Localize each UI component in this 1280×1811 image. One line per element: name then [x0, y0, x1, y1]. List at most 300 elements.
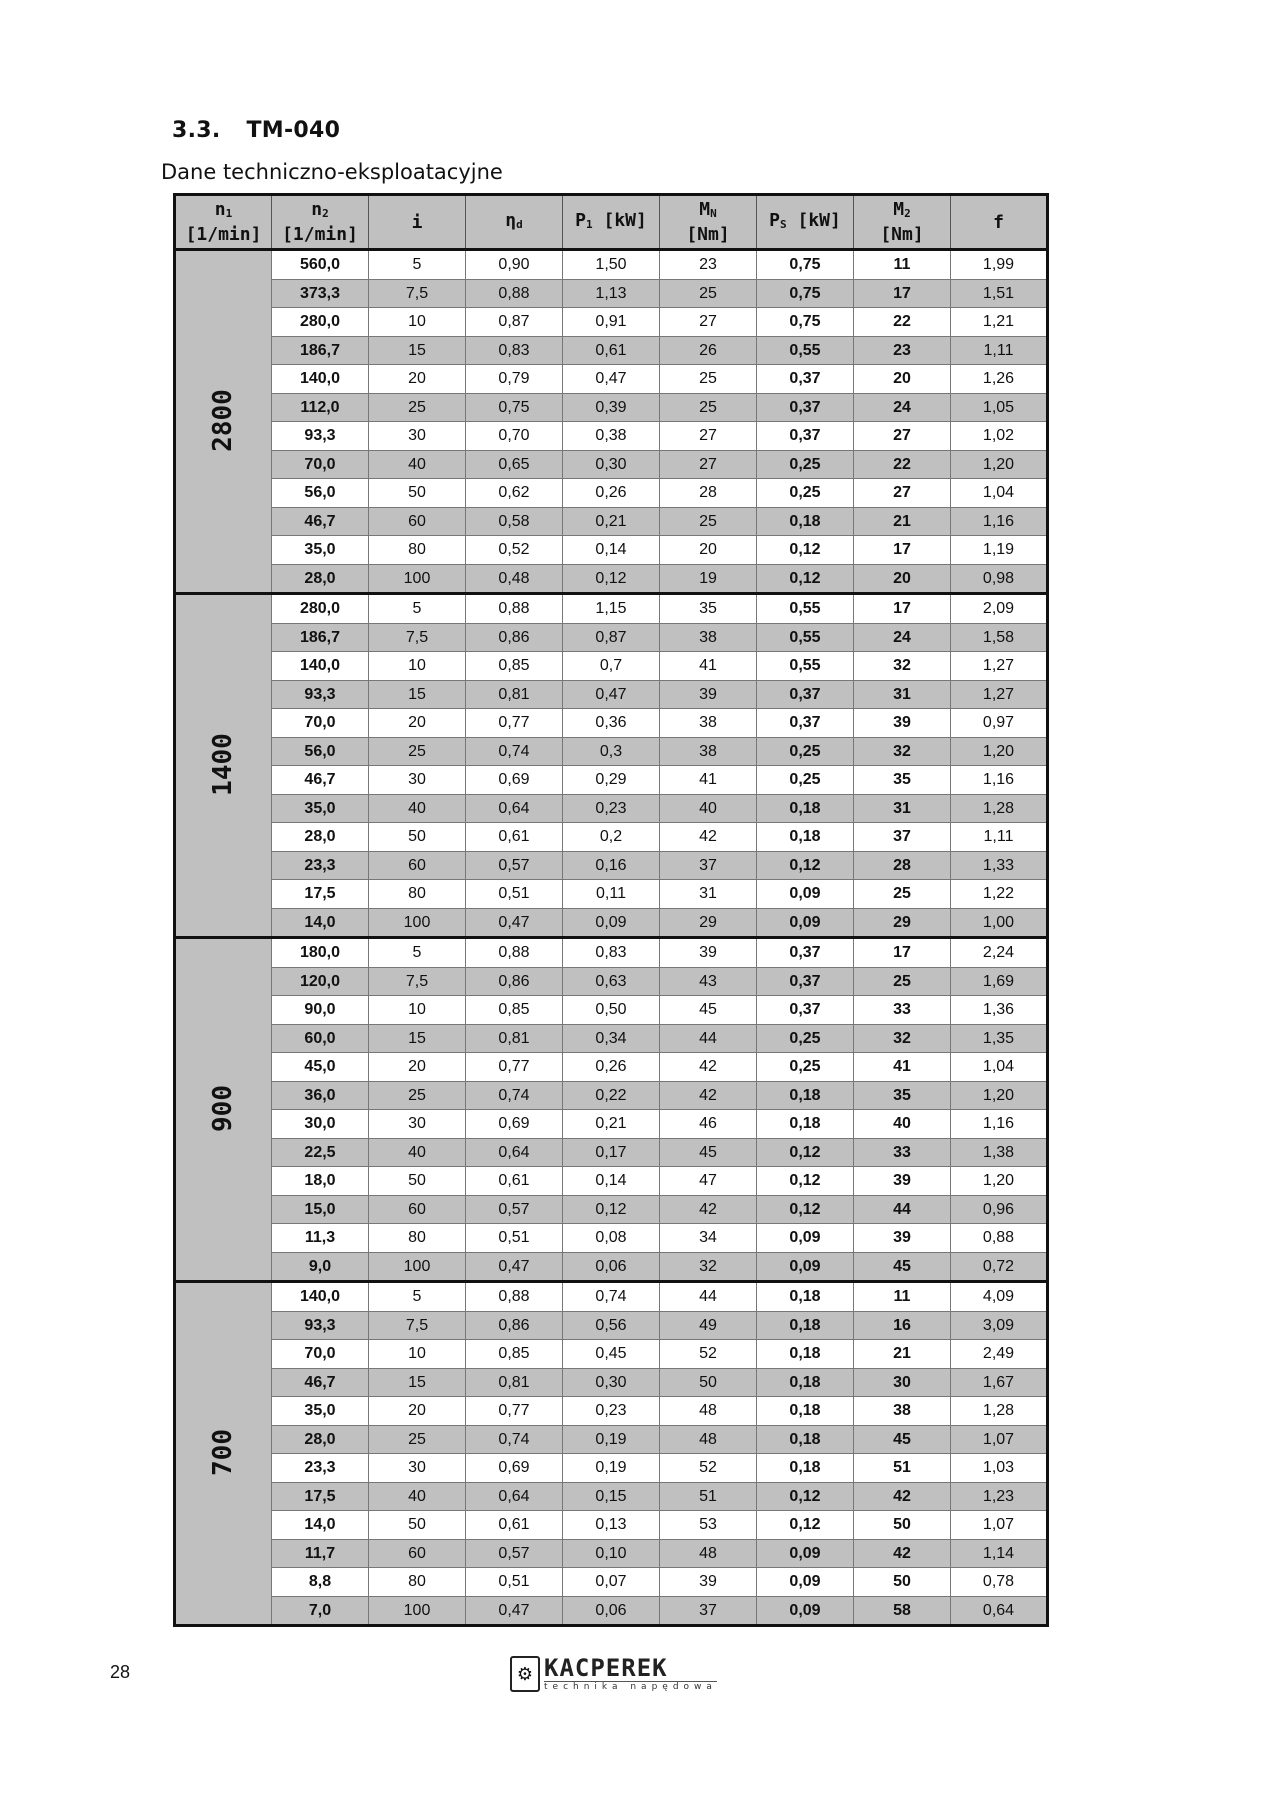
- table-cell: 0,12: [757, 1138, 854, 1167]
- table-cell: 51: [660, 1482, 757, 1511]
- table-cell: 0,37: [757, 365, 854, 394]
- table-cell: 0,97: [951, 709, 1048, 738]
- table-cell: 35,0: [272, 1397, 369, 1426]
- table-row: [175, 967, 1048, 996]
- table-cell: 0,06: [563, 1252, 660, 1282]
- table-cell: 1,14: [951, 1539, 1048, 1568]
- table-cell: 1,58: [951, 623, 1048, 652]
- table-cell: 17,5: [272, 1482, 369, 1511]
- table-cell: 0,26: [563, 1053, 660, 1082]
- table-cell: 0,17: [563, 1138, 660, 1167]
- table-cell: 0,55: [757, 594, 854, 624]
- table-cell: 52: [660, 1454, 757, 1483]
- table-cell: 0,09: [563, 908, 660, 938]
- table-cell: 37: [854, 823, 951, 852]
- table-cell: 28,0: [272, 564, 369, 594]
- table-cell: 23,3: [272, 1454, 369, 1483]
- table-cell: 40: [660, 794, 757, 823]
- table-cell: 0,77: [466, 709, 563, 738]
- table-cell: 120,0: [272, 967, 369, 996]
- table-cell: 140,0: [272, 652, 369, 681]
- table-cell: 0,12: [757, 536, 854, 565]
- table-cell: 46,7: [272, 507, 369, 536]
- table-row: [175, 1340, 1048, 1369]
- table-cell: 20: [854, 365, 951, 394]
- table-cell: 0,12: [757, 564, 854, 594]
- table-cell: 44: [660, 1282, 757, 1312]
- table-cell: 60: [369, 851, 466, 880]
- table-cell: 22,5: [272, 1138, 369, 1167]
- table-cell: 1,20: [951, 1167, 1048, 1196]
- table-cell: 560,0: [272, 250, 369, 280]
- table-cell: 60: [369, 507, 466, 536]
- table-cell: 1,19: [951, 536, 1048, 565]
- table-cell: 1,02: [951, 422, 1048, 451]
- table-cell: 0,12: [757, 1167, 854, 1196]
- table-cell: 29: [854, 908, 951, 938]
- table-cell: 0,74: [466, 737, 563, 766]
- table-cell: 0,86: [466, 967, 563, 996]
- table-cell: 0,77: [466, 1397, 563, 1426]
- input-speed-group: 900: [175, 938, 272, 1282]
- table-row: [175, 1397, 1048, 1426]
- table-cell: 0,75: [466, 393, 563, 422]
- table-cell: 100: [369, 1596, 466, 1626]
- table-cell: 1,15: [563, 594, 660, 624]
- table-cell: 0,88: [466, 1282, 563, 1312]
- table-cell: 1,33: [951, 851, 1048, 880]
- table-cell: 60: [369, 1539, 466, 1568]
- table-cell: 0,83: [563, 938, 660, 968]
- table-row: [175, 308, 1048, 337]
- table-cell: 7,5: [369, 1311, 466, 1340]
- table-header-row: [175, 195, 1048, 250]
- table-cell: 1,69: [951, 967, 1048, 996]
- table-cell: 31: [660, 880, 757, 909]
- table-cell: 93,3: [272, 1311, 369, 1340]
- column-header: i: [369, 195, 466, 250]
- table-cell: 0,74: [563, 1282, 660, 1312]
- table-cell: 0,08: [563, 1224, 660, 1253]
- table-row: [175, 1138, 1048, 1167]
- table-cell: 34: [660, 1224, 757, 1253]
- table-cell: 4,09: [951, 1282, 1048, 1312]
- table-cell: 25: [369, 1081, 466, 1110]
- table-cell: 90,0: [272, 996, 369, 1025]
- table-cell: 80: [369, 536, 466, 565]
- column-header: $M_N$ [Nm]: [660, 195, 757, 250]
- table-cell: 80: [369, 1568, 466, 1597]
- table-cell: 30: [369, 1454, 466, 1483]
- table-cell: 42: [660, 823, 757, 852]
- table-cell: 52: [660, 1340, 757, 1369]
- table-cell: 17: [854, 938, 951, 968]
- table-cell: 0,47: [466, 1596, 563, 1626]
- table-cell: 0,19: [563, 1425, 660, 1454]
- table-cell: 45: [854, 1425, 951, 1454]
- section-heading: [172, 118, 340, 143]
- table-row: [175, 1568, 1048, 1597]
- table-cell: 0,25: [757, 450, 854, 479]
- table-cell: 0,09: [757, 908, 854, 938]
- table-cell: 0,74: [466, 1081, 563, 1110]
- column-header: $n_2$ [1/min]: [272, 195, 369, 250]
- table-cell: 38: [660, 737, 757, 766]
- table-cell: 1,00: [951, 908, 1048, 938]
- table-cell: 0,37: [757, 996, 854, 1025]
- table-cell: 0,37: [757, 967, 854, 996]
- table-cell: 23: [660, 250, 757, 280]
- table-cell: 37: [660, 851, 757, 880]
- table-cell: 27: [854, 479, 951, 508]
- table-cell: 0,21: [563, 507, 660, 536]
- table-cell: 1,16: [951, 1110, 1048, 1139]
- table-cell: 18,0: [272, 1167, 369, 1196]
- table-cell: 44: [854, 1195, 951, 1224]
- table-cell: 28: [854, 851, 951, 880]
- table-cell: 28,0: [272, 823, 369, 852]
- table-cell: 0,69: [466, 1454, 563, 1483]
- table-cell: 11: [854, 250, 951, 280]
- table-cell: 27: [660, 308, 757, 337]
- table-cell: 0,38: [563, 422, 660, 451]
- table-row: [175, 536, 1048, 565]
- table-row: [175, 422, 1048, 451]
- table-cell: 15: [369, 336, 466, 365]
- table-row: [175, 250, 1048, 280]
- table-cell: 2,09: [951, 594, 1048, 624]
- table-cell: 70,0: [272, 709, 369, 738]
- table-cell: 1,27: [951, 652, 1048, 681]
- table-cell: 60,0: [272, 1024, 369, 1053]
- table-cell: 0,22: [563, 1081, 660, 1110]
- table-cell: 0,51: [466, 1224, 563, 1253]
- table-cell: 39: [854, 1167, 951, 1196]
- table-cell: 25: [660, 279, 757, 308]
- table-row: [175, 908, 1048, 938]
- table-cell: 42: [854, 1482, 951, 1511]
- table-cell: 0,18: [757, 1282, 854, 1312]
- table-cell: 21: [854, 507, 951, 536]
- table-row: [175, 1368, 1048, 1397]
- table-cell: 0,12: [757, 1482, 854, 1511]
- table-cell: 0,09: [757, 880, 854, 909]
- table-cell: 1,36: [951, 996, 1048, 1025]
- table-cell: 0,19: [563, 1454, 660, 1483]
- column-header: f: [951, 195, 1048, 250]
- table-row: [175, 1596, 1048, 1626]
- table-cell: 0,75: [757, 250, 854, 280]
- table-cell: 15,0: [272, 1195, 369, 1224]
- table-cell: 5: [369, 250, 466, 280]
- table-cell: 45,0: [272, 1053, 369, 1082]
- table-cell: 44: [660, 1024, 757, 1053]
- table-cell: 140,0: [272, 1282, 369, 1312]
- table-cell: 1,07: [951, 1511, 1048, 1540]
- table-cell: 186,7: [272, 623, 369, 652]
- table-cell: 0,47: [563, 680, 660, 709]
- table-row: [175, 652, 1048, 681]
- table-cell: 25: [854, 967, 951, 996]
- table-cell: 0,91: [563, 308, 660, 337]
- table-cell: 20: [854, 564, 951, 594]
- table-cell: 0,14: [563, 536, 660, 565]
- table-cell: 0,25: [757, 737, 854, 766]
- table-cell: 0,36: [563, 709, 660, 738]
- table-row: [175, 1224, 1048, 1253]
- table-cell: 11: [854, 1282, 951, 1312]
- table-row: [175, 823, 1048, 852]
- table-cell: 0,64: [951, 1596, 1048, 1626]
- table-cell: 0,61: [466, 1167, 563, 1196]
- table-cell: 2,49: [951, 1340, 1048, 1369]
- table-cell: 1,20: [951, 450, 1048, 479]
- table-cell: 280,0: [272, 594, 369, 624]
- table-row: [175, 1425, 1048, 1454]
- table-cell: 0,86: [466, 623, 563, 652]
- table-cell: 0,09: [757, 1596, 854, 1626]
- table-cell: 0,75: [757, 279, 854, 308]
- table-row: [175, 594, 1048, 624]
- brand-name: KACPEREK: [544, 1654, 668, 1682]
- table-cell: 25: [660, 365, 757, 394]
- table-cell: 25: [369, 1425, 466, 1454]
- table-cell: 0,21: [563, 1110, 660, 1139]
- table-cell: 10: [369, 996, 466, 1025]
- table-cell: 0,7: [563, 652, 660, 681]
- table-cell: 39: [854, 709, 951, 738]
- table-cell: 0,81: [466, 680, 563, 709]
- table-cell: 1,04: [951, 479, 1048, 508]
- table-cell: 0,64: [466, 1482, 563, 1511]
- table-cell: 37: [660, 1596, 757, 1626]
- table-row: [175, 1539, 1048, 1568]
- table-cell: 0,81: [466, 1024, 563, 1053]
- table-cell: 1,28: [951, 1397, 1048, 1426]
- table-cell: 80: [369, 1224, 466, 1253]
- table-cell: 0,72: [951, 1252, 1048, 1282]
- table-cell: 42: [854, 1539, 951, 1568]
- table-cell: 0,87: [563, 623, 660, 652]
- table-cell: 1,27: [951, 680, 1048, 709]
- table-cell: 0,74: [466, 1425, 563, 1454]
- table-cell: 0,18: [757, 823, 854, 852]
- table-row: [175, 1053, 1048, 1082]
- table-cell: 0,47: [466, 1252, 563, 1282]
- table-cell: 0,64: [466, 1138, 563, 1167]
- table-cell: 20: [660, 536, 757, 565]
- table-cell: 40: [369, 1482, 466, 1511]
- table-cell: 0,69: [466, 766, 563, 795]
- table-cell: 5: [369, 1282, 466, 1312]
- table-cell: 1,35: [951, 1024, 1048, 1053]
- table-cell: 47: [660, 1167, 757, 1196]
- table-cell: 42: [660, 1195, 757, 1224]
- table-cell: 40: [854, 1110, 951, 1139]
- table-cell: 0,13: [563, 1511, 660, 1540]
- table-cell: 0,57: [466, 1195, 563, 1224]
- table-row: [175, 279, 1048, 308]
- table-cell: 50: [369, 479, 466, 508]
- table-cell: 39: [660, 938, 757, 968]
- input-speed-group: 1400: [175, 594, 272, 938]
- table-cell: 180,0: [272, 938, 369, 968]
- table-row: [175, 1511, 1048, 1540]
- table-cell: 29: [660, 908, 757, 938]
- brand-tagline: technika napędowa: [544, 1682, 717, 1692]
- table-cell: 0,98: [951, 564, 1048, 594]
- table-cell: 17,5: [272, 880, 369, 909]
- table-cell: 0,37: [757, 938, 854, 968]
- table-row: [175, 794, 1048, 823]
- table-cell: 1,26: [951, 365, 1048, 394]
- table-cell: 0,90: [466, 250, 563, 280]
- table-cell: 93,3: [272, 680, 369, 709]
- table-cell: 25: [369, 737, 466, 766]
- table-cell: 0,25: [757, 1024, 854, 1053]
- table-cell: 38: [854, 1397, 951, 1426]
- table-cell: 1,67: [951, 1368, 1048, 1397]
- table-cell: 0,18: [757, 1110, 854, 1139]
- table-cell: 9,0: [272, 1252, 369, 1282]
- table-cell: 8,8: [272, 1568, 369, 1597]
- table-cell: 1,11: [951, 336, 1048, 365]
- table-cell: 0,10: [563, 1539, 660, 1568]
- table-cell: 53: [660, 1511, 757, 1540]
- column-header: $\eta_d$: [466, 195, 563, 250]
- table-row: [175, 1311, 1048, 1340]
- table-row: [175, 1167, 1048, 1196]
- table-cell: 14,0: [272, 1511, 369, 1540]
- table-cell: 33: [854, 996, 951, 1025]
- table-cell: 186,7: [272, 336, 369, 365]
- table-cell: 0,18: [757, 1425, 854, 1454]
- table-cell: 35: [854, 766, 951, 795]
- table-cell: 0,88: [951, 1224, 1048, 1253]
- table-cell: 7,5: [369, 279, 466, 308]
- column-header: $n_1$ [1/min]: [175, 195, 272, 250]
- table-cell: 1,20: [951, 737, 1048, 766]
- table-cell: 0,70: [466, 422, 563, 451]
- table-row: [175, 507, 1048, 536]
- table-row: [175, 1195, 1048, 1224]
- table-cell: 0,57: [466, 1539, 563, 1568]
- table-cell: 0,18: [757, 1454, 854, 1483]
- table-cell: 15: [369, 1368, 466, 1397]
- table-cell: 11,7: [272, 1539, 369, 1568]
- company-logo: [510, 1656, 717, 1692]
- table-row: [175, 1282, 1048, 1312]
- table-cell: 1,23: [951, 1482, 1048, 1511]
- section-number: 3.3.: [172, 118, 221, 143]
- technical-data-table: [173, 193, 1049, 1627]
- table-cell: 0,12: [563, 1195, 660, 1224]
- table-cell: 1,38: [951, 1138, 1048, 1167]
- table-cell: 5: [369, 938, 466, 968]
- table-cell: 0,52: [466, 536, 563, 565]
- table-cell: 16: [854, 1311, 951, 1340]
- table-cell: 0,79: [466, 365, 563, 394]
- table-cell: 0,18: [757, 1368, 854, 1397]
- table-cell: 1,13: [563, 279, 660, 308]
- table-cell: 20: [369, 709, 466, 738]
- table-cell: 36,0: [272, 1081, 369, 1110]
- table-cell: 19: [660, 564, 757, 594]
- table-cell: 0,88: [466, 938, 563, 968]
- table-cell: 26: [660, 336, 757, 365]
- table-cell: 1,16: [951, 766, 1048, 795]
- table-cell: 32: [854, 1024, 951, 1053]
- table-cell: 0,87: [466, 308, 563, 337]
- table-cell: 39: [660, 680, 757, 709]
- table-cell: 0,18: [757, 1397, 854, 1426]
- table-cell: 70,0: [272, 1340, 369, 1369]
- table-cell: 373,3: [272, 279, 369, 308]
- table-cell: 56,0: [272, 737, 369, 766]
- table-cell: 45: [854, 1252, 951, 1282]
- table-cell: 48: [660, 1539, 757, 1568]
- table-cell: 5: [369, 594, 466, 624]
- table-cell: 0,07: [563, 1568, 660, 1597]
- table-cell: 0,37: [757, 393, 854, 422]
- table-cell: 30: [369, 766, 466, 795]
- table-cell: 50: [369, 823, 466, 852]
- table-cell: 38: [660, 623, 757, 652]
- table-cell: 48: [660, 1425, 757, 1454]
- table-cell: 0,23: [563, 794, 660, 823]
- table-cell: 27: [660, 422, 757, 451]
- table-cell: 0,12: [757, 1511, 854, 1540]
- table-cell: 0,30: [563, 450, 660, 479]
- table-cell: 40: [369, 794, 466, 823]
- table-cell: 41: [660, 766, 757, 795]
- column-header: $P_S$ [kW]: [757, 195, 854, 250]
- table-row: [175, 623, 1048, 652]
- table-cell: 0,50: [563, 996, 660, 1025]
- table-cell: 0,25: [757, 1053, 854, 1082]
- table-cell: 1,03: [951, 1454, 1048, 1483]
- table-cell: 41: [660, 652, 757, 681]
- table-cell: 0,75: [757, 308, 854, 337]
- table-cell: 0,51: [466, 880, 563, 909]
- table-row: [175, 737, 1048, 766]
- table-cell: 0,57: [466, 851, 563, 880]
- table-cell: 1,50: [563, 250, 660, 280]
- table-row: [175, 1482, 1048, 1511]
- table-cell: 0,55: [757, 623, 854, 652]
- table-cell: 27: [660, 450, 757, 479]
- table-cell: 0,37: [757, 709, 854, 738]
- table-cell: 0,51: [466, 1568, 563, 1597]
- table-cell: 25: [854, 880, 951, 909]
- table-cell: 80: [369, 880, 466, 909]
- column-header: $M_2$ [Nm]: [854, 195, 951, 250]
- table-cell: 0,26: [563, 479, 660, 508]
- table-cell: 0,81: [466, 1368, 563, 1397]
- table-cell: 25: [660, 393, 757, 422]
- table-cell: 0,85: [466, 1340, 563, 1369]
- table-cell: 31: [854, 794, 951, 823]
- table-cell: 50: [369, 1167, 466, 1196]
- model-name: TM-040: [246, 118, 341, 143]
- table-cell: 7,0: [272, 1596, 369, 1626]
- table-cell: 0,85: [466, 996, 563, 1025]
- table-cell: 25: [660, 507, 757, 536]
- table-cell: 0,45: [563, 1340, 660, 1369]
- table-cell: 22: [854, 450, 951, 479]
- table-cell: 0,18: [757, 1340, 854, 1369]
- table-cell: 0,16: [563, 851, 660, 880]
